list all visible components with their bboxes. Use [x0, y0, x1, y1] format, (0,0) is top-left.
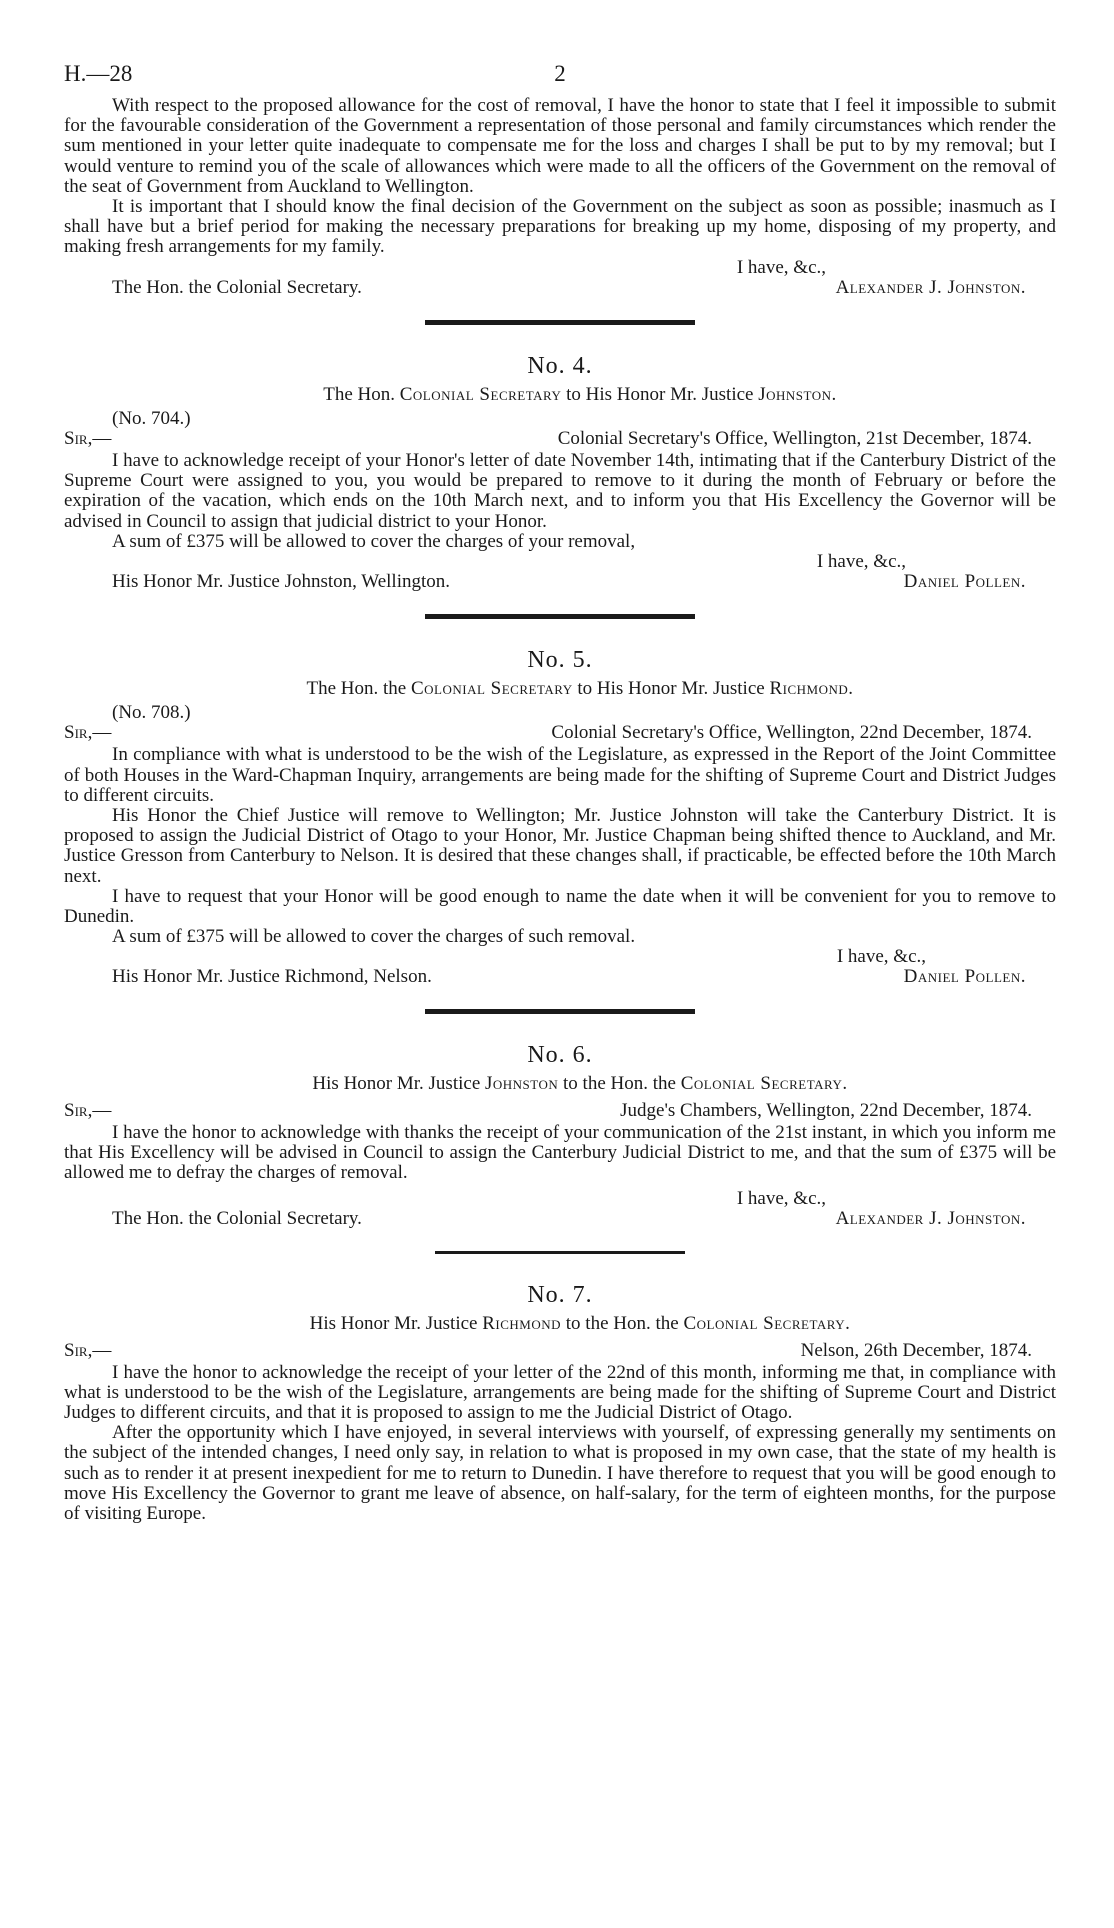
salutation: Sir,—: [64, 428, 112, 450]
letter-no-5: [64, 645, 1056, 989]
signature: Alexander J. Johnston.: [835, 1208, 1026, 1230]
letter-ref-number: (No. 704.): [112, 407, 191, 429]
dateline: Colonial Secretary's Office, Wellington, 21st December, 1874.: [557, 428, 1032, 450]
closing: I have, &c.,: [816, 551, 906, 573]
signoff-row: [64, 572, 1056, 594]
signature: Alexander J. Johnston.: [835, 276, 1026, 298]
paragraph: A sum of £375 will be allowed to cover the charges of such removal.: [112, 926, 636, 948]
paragraph: I have the honor to acknowledge the receipt of your letter of the 22nd of this month, informing me that, in compliance with what is understood to be the wish of the Legislature, arrangements are being made for the shifting of Supreme Court and District Judges to different circuits, and that it is proposed to assign to me the Judicial District of Otago.: [64, 1361, 1056, 1423]
letter-number: No. 4.: [527, 352, 593, 379]
dateline: Judge's Chambers, Wellington, 22nd December, 1874.: [620, 1099, 1032, 1121]
divider-rule: [425, 1009, 695, 1014]
closing-row: [64, 552, 1056, 572]
letter-no-7: [64, 1280, 1056, 1524]
signoff-row: [64, 967, 1056, 989]
letter-heading: The Hon. the Colonial Secretary to His Honor Mr. Justice Richmond.: [306, 678, 854, 700]
signature: Daniel Pollen.: [903, 571, 1026, 593]
divider-rule: [435, 1251, 685, 1254]
dateline: Nelson, 26th December, 1874.: [800, 1339, 1032, 1361]
letter-no-4: [64, 351, 1056, 594]
closing: I have, &c.,: [736, 256, 826, 278]
closing-row: [64, 258, 1056, 278]
letter-number: No. 7.: [527, 1282, 593, 1309]
document-page: [64, 56, 1056, 1524]
addressee: His Honor Mr. Justice Johnston, Wellington.: [112, 571, 451, 593]
salutation-row: [64, 1101, 1056, 1123]
letter-heading: The Hon. Colonial Secretary to His Honor Mr. Justice Johnston.: [323, 383, 837, 405]
letter-heading: His Honor Mr. Justice Richmond to the Hon. the Colonial Secretary.: [309, 1313, 851, 1335]
addressee: His Honor Mr. Justice Richmond, Nelson.: [112, 966, 432, 988]
closing-row: [64, 947, 1056, 967]
divider-rule: [425, 614, 695, 619]
closing: I have, &c.,: [836, 946, 926, 968]
paragraph: His Honor the Chief Justice will remove to Wellington; Mr. Justice Johnston will take the Canterbury District. It is proposed to assign the Judicial District of Otago to your Honor, Mr. Justice Chapman being shifted thence to Auckland, and Mr. Justice Gresson from Canterbury to Nelson. It is desired that these changes shall, if practicable, be effected before the 10th March next.: [64, 805, 1056, 887]
paragraph: I have to request that your Honor will be good enough to name the date when it will be convenient for you to remove to Dunedin.: [64, 885, 1056, 928]
page-header: [64, 56, 1056, 96]
dateline: Colonial Secretary's Office, Wellington, 22nd December, 1874.: [551, 722, 1032, 744]
closing-row: [64, 1189, 1056, 1209]
paragraph: After the opportunity which I have enjoyed, in several interviews with yourself, of expressing generally my sentiments on the subject of the intended changes, I need only say, in relation to what is proposed in my own case, that the state of my health is such as to render it at present inexpedient for me to return to Dunedin. I have therefore to request that you will be good enough to move His Excellency the Governor to grant me leave of absence, on half-salary, for the term of eighteen months, for the purpose of visiting Europe.: [64, 1422, 1056, 1524]
addressee: The Hon. the Colonial Secretary.: [112, 276, 362, 298]
paragraph: I have to acknowledge receipt of your Honor's letter of date November 14th, intimating that if the Canterbury District of the Supreme Court were assigned to you, you would be prepared to remove to it during the month of February or before the expiration of the vacation, which ends on the 10th March next, and to inform you that His Excellency the Governor will be advised in Council to assign that judicial district to your Honor.: [64, 450, 1056, 532]
letter-continuation: [64, 96, 1056, 300]
letter-number: No. 6.: [527, 1042, 593, 1069]
letter-heading: His Honor Mr. Justice Johnston to the Hon. the Colonial Secretary.: [312, 1073, 848, 1095]
salutation-row: [64, 1341, 1056, 1363]
paragraph: It is important that I should know the final decision of the Government on the subject as soon as possible; inasmuch as I shall have but a brief period for making the necessary preparations for breaking up my home, disposing of my property, and making fresh arrangements for my family.: [64, 196, 1056, 258]
salutation-row: [64, 429, 1056, 451]
paragraph: A sum of £375 will be allowed to cover the charges of your removal,: [112, 530, 636, 552]
salutation: Sir,—: [64, 1099, 112, 1121]
salutation: Sir,—: [64, 1339, 112, 1361]
signoff-row: [64, 278, 1056, 300]
letter-number: No. 5.: [527, 647, 593, 674]
salutation-row: [64, 723, 1056, 745]
divider-rule: [425, 320, 695, 325]
letter-ref-number: (No. 708.): [112, 702, 191, 724]
paragraph: With respect to the proposed allowance for the cost of removal, I have the honor to state that I feel it impossible to submit for the favourable consideration of the Government a representation of those personal and family circumstances which render the sum mentioned in your letter quite inadequate to compensate me for the loss and charges I shall be put to by my removal; but I would venture to remind you of the scale of allowances which were made to all the officers of the Government on the removal of the seat of Government from Auckland to Wellington.: [64, 95, 1056, 197]
page-number: 2: [554, 61, 566, 86]
letter-no-6: [64, 1040, 1056, 1231]
paragraph: I have the honor to acknowledge with thanks the receipt of your communication of the 21st instant, in which you inform me that His Excellency will be advised in Council to assign the Canterbury Judicial District to me, and that the sum of £375 will be allowed me to defray the charges of removal.: [64, 1121, 1056, 1184]
salutation: Sir,—: [64, 722, 112, 744]
document-reference: H.—28: [64, 61, 133, 86]
signoff-row: [64, 1209, 1056, 1231]
addressee: The Hon. the Colonial Secretary.: [112, 1208, 362, 1230]
paragraph: In compliance with what is understood to be the wish of the Legislature, as expressed in the Report of the Joint Committee of both Houses in the Ward-Chapman Inquiry, arrangements are being made for the shifting of Supreme Court and District Judges to different circuits.: [64, 744, 1056, 806]
closing: I have, &c.,: [736, 1188, 826, 1210]
signature: Daniel Pollen.: [903, 966, 1026, 988]
